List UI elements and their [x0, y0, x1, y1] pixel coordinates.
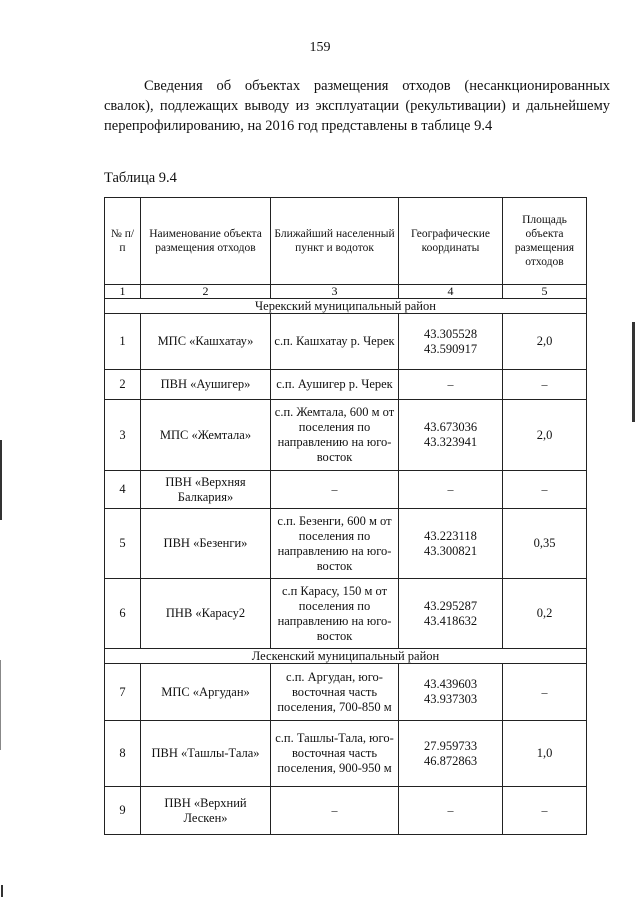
nearest-settlement: с.п. Ташлы-Тала, юго-восточная часть поселения, 900-950 м: [271, 721, 399, 787]
table-caption: Таблица 9.4: [104, 170, 177, 186]
nearest-settlement: –: [271, 787, 399, 835]
area-value: 2,0: [503, 314, 587, 370]
nearest-settlement: с.п. Аргудан, юго-восточная часть поселения, 700-850 м: [271, 664, 399, 721]
table-row: [105, 314, 587, 370]
page-number: 159: [309, 40, 331, 55]
header-row: [105, 198, 587, 285]
row-number: 8: [105, 721, 141, 787]
header-nearest-settlement: Ближайший населенный пункт и водоток: [271, 198, 399, 285]
object-name: ПВН «Ташлы-Тала»: [141, 721, 271, 787]
table-row: [105, 400, 587, 471]
object-name: ПВН «Безенги»: [141, 509, 271, 579]
nearest-settlement: –: [271, 471, 399, 509]
scan-edge-mark: [632, 322, 635, 422]
coordinates: –: [399, 787, 503, 835]
header-coordinates: Географические координаты: [399, 198, 503, 285]
scan-edge-mark: [0, 660, 1, 750]
area-value: –: [503, 370, 587, 400]
header-object-name: Наименование объекта размещения отходов: [141, 198, 271, 285]
object-name: МПС «Жемтала»: [141, 400, 271, 471]
object-name: МПС «Аргудан»: [141, 664, 271, 721]
table-row: [105, 370, 587, 400]
coordinates: 43.295287 43.418632: [399, 579, 503, 649]
area-value: –: [503, 471, 587, 509]
row-number: 4: [105, 471, 141, 509]
area-value: 0,2: [503, 579, 587, 649]
nearest-settlement: с.п. Аушигер р. Черек: [271, 370, 399, 400]
row-number: 9: [105, 787, 141, 835]
header-area: Площадь объекта размещения отходов: [503, 198, 587, 285]
object-name: ПВН «Верхняя Балкария»: [141, 471, 271, 509]
area-value: –: [503, 787, 587, 835]
column-number: 2: [141, 285, 271, 299]
coordinates: 43.223118 43.300821: [399, 509, 503, 579]
coordinates: –: [399, 471, 503, 509]
coordinates: 43.305528 43.590917: [399, 314, 503, 370]
area-value: –: [503, 664, 587, 721]
waste-sites-table: [104, 197, 587, 835]
coordinates: 43.673036 43.323941: [399, 400, 503, 471]
row-number: 3: [105, 400, 141, 471]
row-number: 6: [105, 579, 141, 649]
column-number: 1: [105, 285, 141, 299]
coordinates: 43.439603 43.937303: [399, 664, 503, 721]
row-number: 2: [105, 370, 141, 400]
column-number-row: [105, 285, 587, 299]
area-value: 0,35: [503, 509, 587, 579]
nearest-settlement: с.п. Жемтала, 600 м от поселения по направлению на юго-восток: [271, 400, 399, 471]
object-name: ПНВ «Карасу2: [141, 579, 271, 649]
header-number: № п/п: [105, 198, 141, 285]
table-row: [105, 664, 587, 721]
nearest-settlement: с.п. Безенги, 600 м от поселения по направлению на юго-восток: [271, 509, 399, 579]
table-row: [105, 579, 587, 649]
row-number: 1: [105, 314, 141, 370]
scan-edge-mark: [0, 440, 2, 520]
table-row: [105, 471, 587, 509]
coordinates: 27.959733 46.872863: [399, 721, 503, 787]
table-row: [105, 721, 587, 787]
area-value: 2,0: [503, 400, 587, 471]
district-heading: Черекский муниципальный район: [105, 299, 587, 314]
intro-paragraph: Сведения об объектах размещения отходов (несанкционированных свалок), подлежащих выводу из эксплуатации (рекультивации) и дальнейшему перепрофилированию, на 2016 год представлены в таблице 9.4: [104, 78, 610, 134]
column-number: 5: [503, 285, 587, 299]
object-name: ПВН «Верхний Лескен»: [141, 787, 271, 835]
nearest-settlement: с.п Карасу, 150 м от поселения по направлению на юго-восток: [271, 579, 399, 649]
district-row: [105, 299, 587, 314]
coordinates: –: [399, 370, 503, 400]
row-number: 5: [105, 509, 141, 579]
district-heading: Лескенский муниципальный район: [105, 649, 587, 664]
nearest-settlement: с.п. Кашхатау р. Черек: [271, 314, 399, 370]
scan-edge-mark: [1, 885, 3, 897]
table-row: [105, 509, 587, 579]
area-value: 1,0: [503, 721, 587, 787]
column-number: 4: [399, 285, 503, 299]
column-number: 3: [271, 285, 399, 299]
row-number: 7: [105, 664, 141, 721]
object-name: МПС «Кашхатау»: [141, 314, 271, 370]
object-name: ПВН «Аушигер»: [141, 370, 271, 400]
district-row: [105, 649, 587, 664]
table-row: [105, 787, 587, 835]
